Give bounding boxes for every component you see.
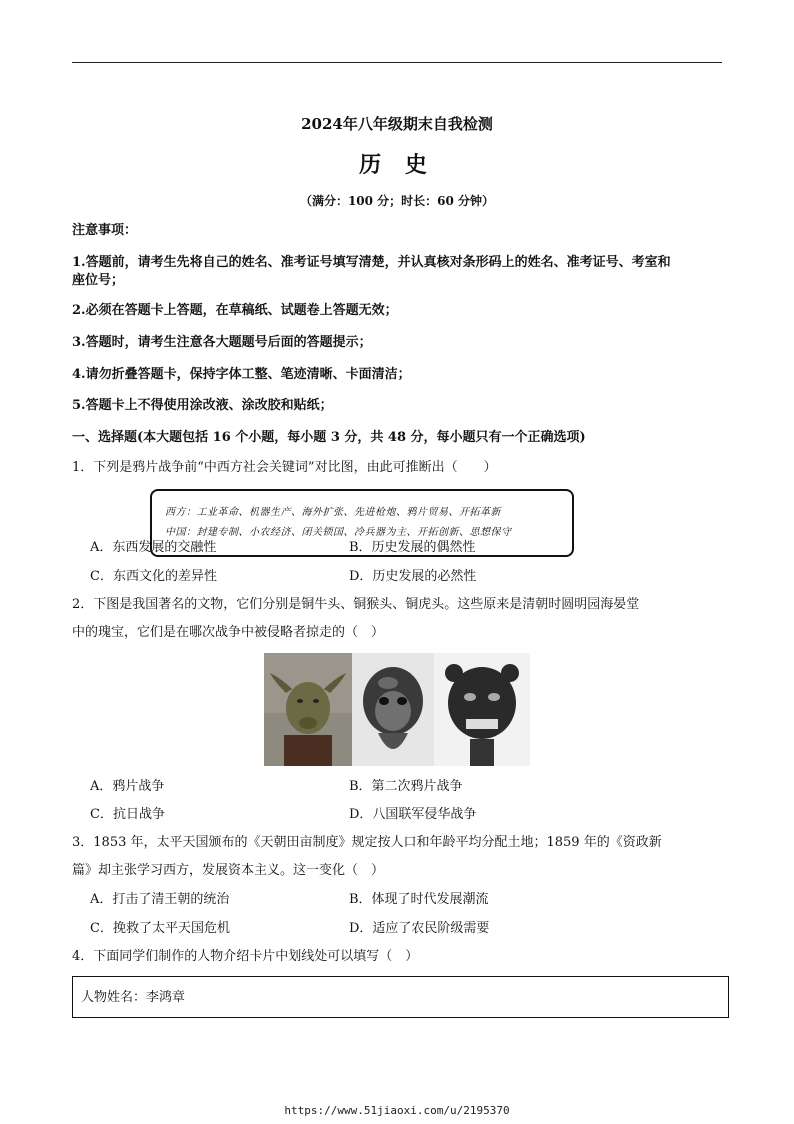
q2-option-d[interactable]: D．八国联军侵华战争 bbox=[349, 807, 477, 822]
section-heading: 一、选择题(本大题包括 16 个小题，每小题 3 分，共 48 分，每小题只有一个正确选项) bbox=[72, 430, 586, 445]
q1-option-d[interactable]: D．历史发展的必然性 bbox=[349, 569, 477, 584]
note-item: 3.答题时，请考生注意各大题题号后面的答题提示； bbox=[72, 335, 372, 350]
q1-option-b[interactable]: B．历史发展的偶然性 bbox=[349, 540, 476, 555]
q3-option-d[interactable]: D．适应了农民阶级需要 bbox=[349, 921, 490, 936]
q3-option-b[interactable]: B．体现了时代发展潮流 bbox=[349, 892, 489, 907]
note-item: 2.必须在答题卡上答题，在草稿纸、试题卷上答题无效； bbox=[72, 303, 398, 318]
top-rule bbox=[72, 62, 722, 63]
exam-meta: （满分：100 分；时长：60 分钟） bbox=[299, 194, 495, 208]
notes-heading: 注意事项： bbox=[72, 223, 138, 238]
footer-url[interactable]: https://www.51jiaoxi.com/u/2195370 bbox=[284, 1104, 510, 1117]
exam-title: 2024年八年级期末自我检测 bbox=[301, 115, 493, 133]
q3-option-a[interactable]: A．打击了清王朝的统治 bbox=[90, 892, 230, 907]
bronze-monkey-head-image bbox=[352, 653, 434, 766]
question-3-stem-line2: 篇》却主张学习西方，发展资本主义。这一变化（ ） bbox=[72, 863, 385, 878]
bronze-tiger-head-image bbox=[434, 653, 530, 766]
note-item: 5.答题卡上不得使用涂改液、涂改胶和贴纸； bbox=[72, 398, 333, 413]
q1-option-a[interactable]: A．东西发展的交融性 bbox=[90, 540, 217, 555]
q2-option-b[interactable]: B．第二次鸦片战争 bbox=[349, 779, 463, 794]
bronze-heads-photo bbox=[264, 653, 530, 766]
person-card bbox=[72, 976, 729, 1018]
keywords-china: 中国：封建专制、小农经济、闭关锁国、冷兵器为主、开拓创新、思想保守 bbox=[165, 527, 512, 538]
question-3-stem-line1: 3．1853 年，太平天国颁布的《天朝田亩制度》规定按人口和年龄平均分配土地；1859 年的《资政新 bbox=[72, 835, 662, 850]
note-item: 4.请勿折叠答题卡，保持字体工整、笔迹清晰、卡面清洁； bbox=[72, 367, 411, 382]
q2-option-c[interactable]: C．抗日战争 bbox=[90, 807, 165, 822]
note-item: 1.答题前，请考生先将自己的姓名、准考证号填写清楚，并认真核对条形码上的姓名、准考证号、考室和 bbox=[72, 255, 671, 270]
question-4-stem: 4．下面同学们制作的人物介绍卡片中划线处可以填写（ ） bbox=[72, 949, 419, 964]
q2-option-a[interactable]: A．鸦片战争 bbox=[90, 779, 165, 794]
q1-option-c[interactable]: C．东西文化的差异性 bbox=[90, 569, 217, 584]
question-2-stem-line2: 中的瑰宝，它们是在哪次战争中被侵略者掠走的（ ） bbox=[72, 625, 385, 640]
keywords-west: 西方：工业革命、机器生产、海外扩张、先进枪炮、鸦片贸易、开拓革新 bbox=[165, 507, 501, 518]
bronze-ox-head-image bbox=[264, 653, 352, 766]
question-1-stem: 1．下列是鸦片战争前“中西方社会关键词”对比图，由此可推断出（ ） bbox=[72, 460, 497, 475]
q3-option-c[interactable]: C．挽救了太平天国危机 bbox=[90, 921, 230, 936]
subject-title: 历 史 bbox=[359, 152, 435, 178]
note-item: 座位号； bbox=[72, 273, 125, 288]
person-card-name: 人物姓名：李鸿章 bbox=[81, 990, 186, 1005]
question-2-stem-line1: 2．下图是我国著名的文物，它们分别是铜牛头、铜猴头、铜虎头。这些原来是清朝时圆明园海晏堂 bbox=[72, 597, 640, 612]
